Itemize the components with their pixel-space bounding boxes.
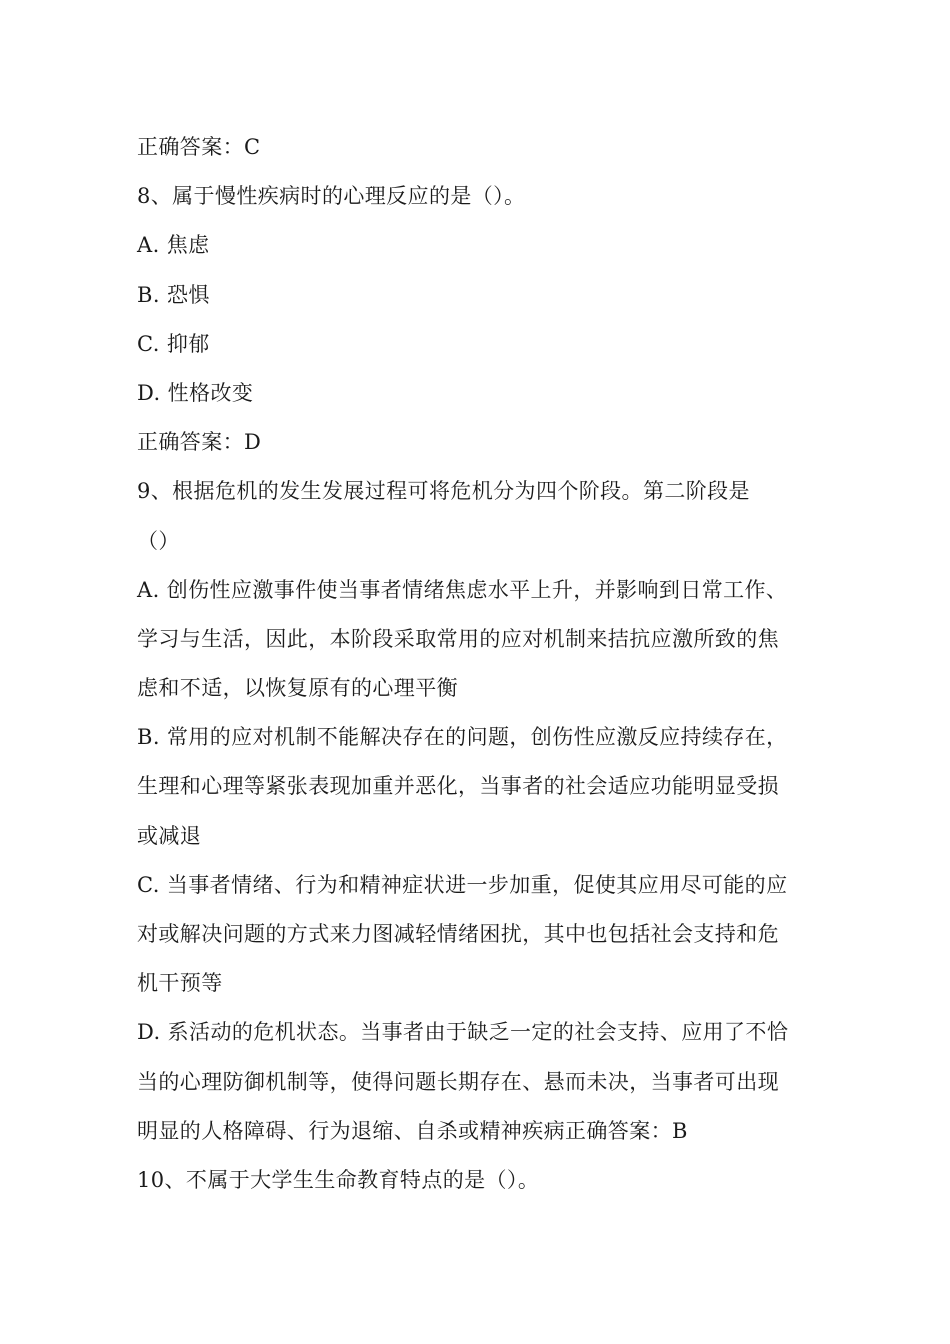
question-10 bbox=[137, 1156, 827, 1205]
q9-option-d-line: 当的心理防御机制等，使得问题长期存在、悬而未决，当事者可出现 bbox=[137, 1069, 779, 1094]
q9-option-b-line: 或减退 bbox=[137, 823, 202, 848]
q8-option-d: D. 性格改变 bbox=[137, 380, 254, 405]
question-9 bbox=[137, 467, 827, 1156]
q9-option-a-line: 虑和不适，以恢复原有的心理平衡 bbox=[137, 676, 458, 701]
question-8 bbox=[137, 172, 827, 467]
q8-question: 8、属于慢性疾病时的心理反应的是（）。 bbox=[137, 184, 526, 209]
q9-option-b-line: B. 常用的应对机制不能解决存在的问题，创伤性应激反应持续存在， bbox=[137, 725, 788, 750]
q9-question-line-1: 9、根据危机的发生发展过程可将危机分为四个阶段。第二阶段是 bbox=[137, 479, 750, 504]
q9-option-b bbox=[137, 713, 827, 861]
q8-option-b: B. 恐惧 bbox=[137, 282, 210, 307]
q8-option-a: A. 焦虑 bbox=[137, 233, 210, 258]
q8-option-c: C. 抑郁 bbox=[137, 331, 210, 356]
document-page bbox=[137, 123, 827, 1205]
q9-option-b-line: 生理和心理等紧张表现加重并恶化，当事者的社会适应功能明显受损 bbox=[137, 774, 779, 799]
q9-option-a bbox=[137, 566, 827, 714]
q9-option-a-line: A. 创伤性应激事件使当事者情绪焦虑水平上升，并影响到日常工作、 bbox=[137, 577, 788, 602]
q9-option-d bbox=[137, 1008, 827, 1156]
q9-option-c-line: C. 当事者情绪、行为和精神症状进一步加重，促使其应用尽可能的应 bbox=[137, 872, 788, 897]
q9-option-c-line: 对或解决问题的方式来力图减轻情绪困扰，其中也包括社会支持和危 bbox=[137, 922, 779, 946]
q7-answer: 正确答案：C bbox=[137, 135, 261, 159]
q9-option-a-line: 学习与生活，因此，本阶段采取常用的应对机制来拮抗应激所致的焦 bbox=[137, 626, 779, 651]
q9-option-d-line: 明显的人格障碍、行为退缩、自杀或精神疾病正确答案：B bbox=[137, 1118, 688, 1143]
q9-option-d-line: D. 系活动的危机状态。当事者由于缺乏一定的社会支持、应用了不恰 bbox=[137, 1020, 789, 1045]
q9-question-line-2: （） bbox=[137, 528, 180, 553]
q9-option-c-line: 机干预等 bbox=[137, 971, 223, 996]
q8-answer: 正确答案：D bbox=[137, 430, 262, 455]
q9-option-c bbox=[137, 861, 827, 1009]
q10-question: 10、不属于大学生生命教育特点的是（）。 bbox=[137, 1167, 540, 1192]
